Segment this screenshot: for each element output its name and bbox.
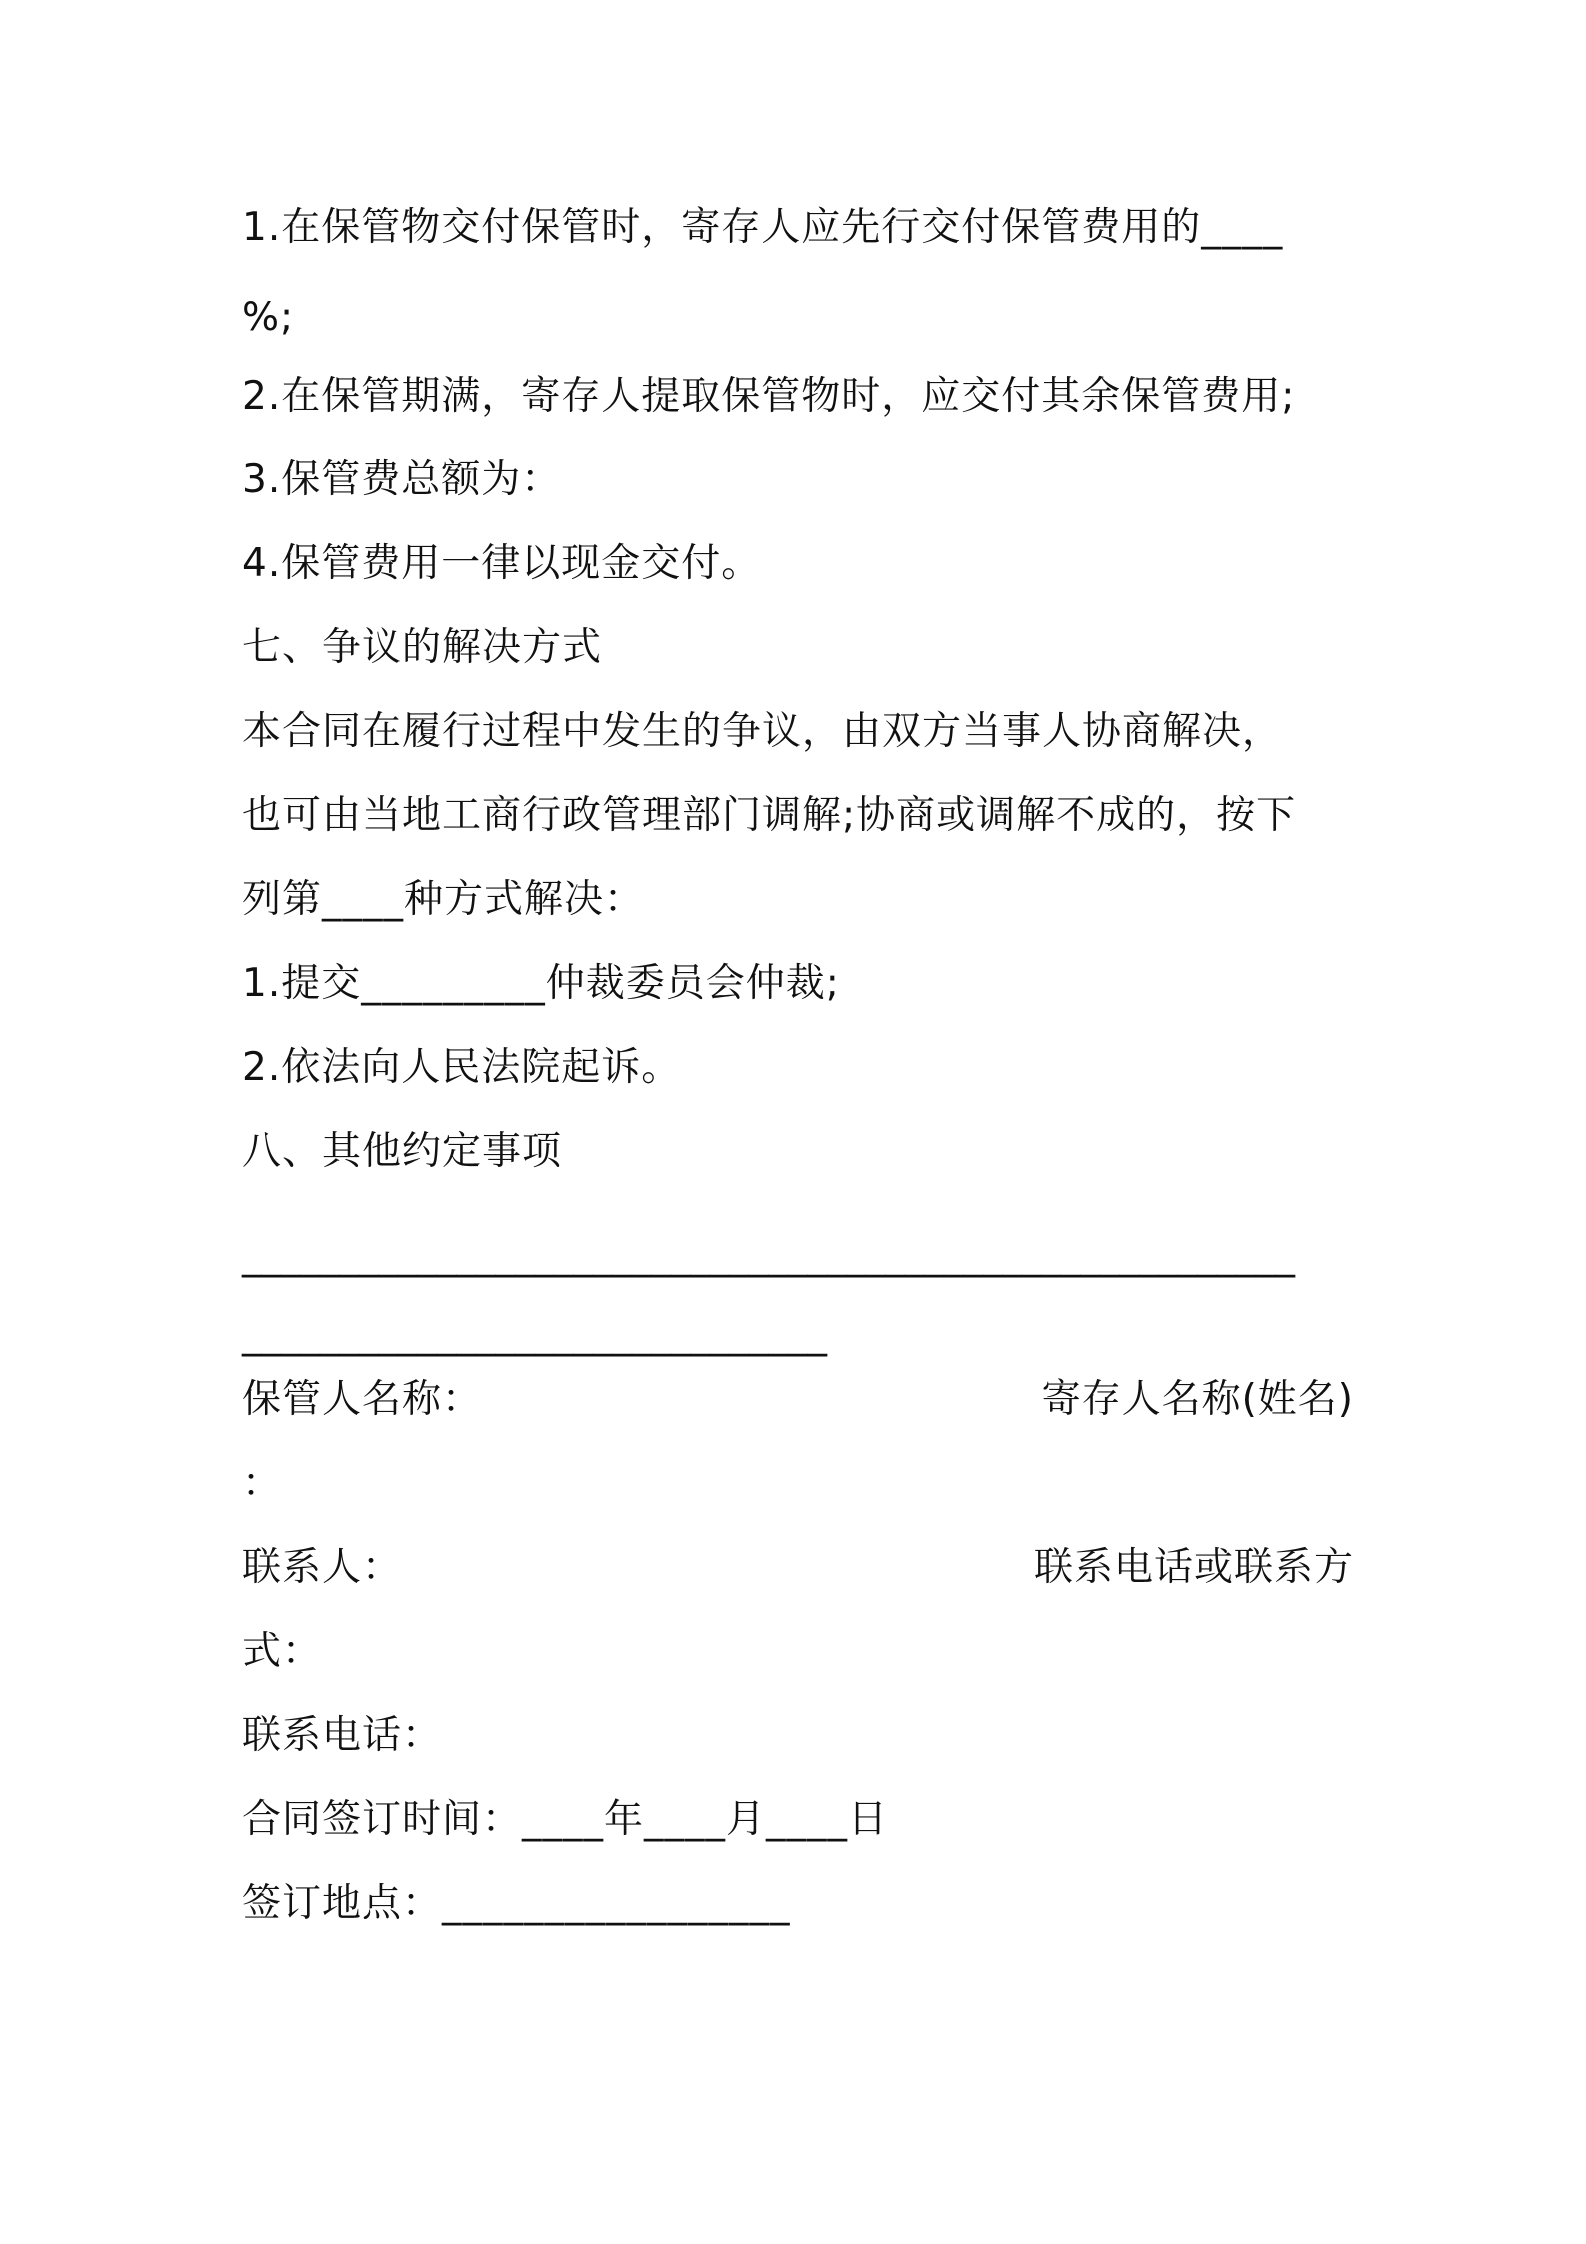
dispute-paragraph-line-2: 也可由当地工商行政管理部门调解;协商或调解不成的，按下 [242,793,1297,838]
fee-item-1-line-2: %; [242,295,295,340]
fee-item-1-line-1: 1.在保管物交付保管时，寄存人应先行交付保管费用的____ [242,205,1284,250]
fee-item-2: 2.在保管期满，寄存人提取保管物时，应交付其余保管费用; [242,374,1296,419]
contact-person-label: 联系人： [242,1545,403,1590]
fee-item-4: 4.保管费用一律以现金交付。 [242,541,762,586]
dispute-option-1: 1.提交_________仲裁委员会仲裁; [242,961,840,1006]
custodian-name-label: 保管人名称： [242,1377,483,1422]
dispute-heading: 七、争议的解决方式 [242,625,603,670]
phone-label: 联系电话： [242,1713,443,1758]
other-blank-line-1: ______________________________________________________ [242,1233,1295,1278]
sign-date: 合同签订时间：____年____月____日 [242,1797,889,1842]
dispute-option-2: 2.依法向人民法院起诉。 [242,1045,682,1090]
depositor-name-colon: ： [242,1461,283,1506]
other-blank-line-2: ______________________________ [242,1312,827,1357]
sign-place: 签订地点：_________________ [242,1881,791,1926]
contact-method-label-cont: 式： [242,1629,323,1674]
dispute-paragraph-line-3: 列第____种方式解决： [242,877,645,922]
other-heading: 八、其他约定事项 [242,1129,563,1174]
depositor-name-label: 寄存人名称(姓名) [1041,1377,1354,1422]
contact-method-label: 联系电话或联系方 [1033,1545,1354,1590]
fee-item-3: 3.保管费总额为： [242,457,562,502]
dispute-paragraph-line-1: 本合同在履行过程中发生的争议，由双方当事人协商解决， [242,709,1283,754]
